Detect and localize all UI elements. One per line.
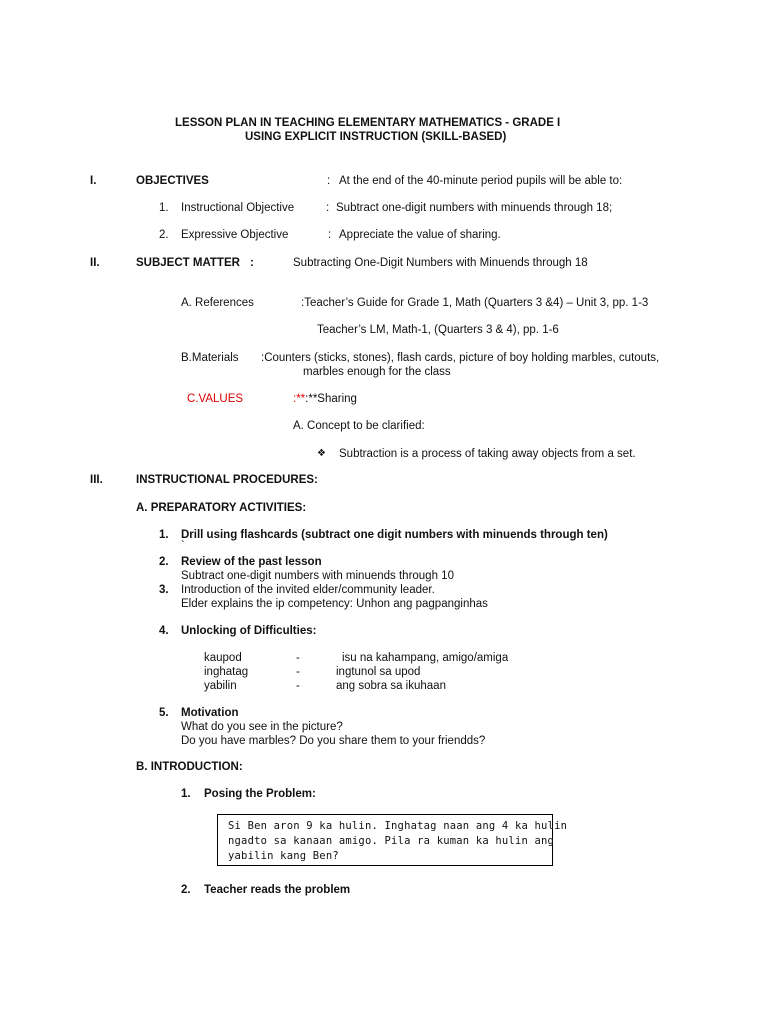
references-text: :Teacher’s Guide for Grade 1, Math (Quarters 3 &4) – Unit 3, pp. 1-3: [301, 297, 649, 309]
item-number: 4.: [159, 625, 169, 637]
objective-number: 1.: [159, 202, 169, 214]
motivation-text: Motivation: [181, 707, 239, 719]
objectives-colon: :: [327, 175, 331, 187]
objective-text: Appreciate the value of sharing.: [339, 229, 501, 241]
introduction-heading: B. INTRODUCTION:: [136, 761, 243, 773]
subject-matter-text: Subtracting One-Digit Numbers with Minuends through 18: [293, 257, 588, 269]
section-number: I.: [90, 175, 97, 187]
objective-number: 2.: [159, 229, 169, 241]
subject-matter-heading: SUBJECT MATTER: [136, 257, 240, 269]
values-text: :**Sharing: [305, 393, 357, 405]
materials-text: :Counters (sticks, stones), flash cards, picture of boy holding marbles, cutouts,: [261, 352, 660, 364]
objective-colon: :: [326, 202, 330, 214]
objective-label: Expressive Objective: [181, 229, 289, 241]
vocab-word: yabilin: [204, 680, 237, 692]
item-number: 1.: [181, 788, 191, 800]
references-label: A. References: [181, 297, 254, 309]
vocab-meaning: ang sobra sa ikuhaan: [336, 680, 446, 692]
materials-text: marbles enough for the class: [303, 366, 451, 378]
section-number: III.: [90, 474, 103, 486]
bullet-icon: ❖: [317, 448, 326, 459]
tick-mark: `: [181, 540, 185, 552]
drill-text: Drill using flashcards (subtract one digit numbers with minuends through ten): [181, 529, 608, 541]
objective-label: Instructional Objective: [181, 202, 295, 214]
problem-line: Si Ben aron 9 ka hulin. Inghatag naan ang 4 ka hulin: [228, 820, 568, 832]
vocab-word: kaupod: [204, 652, 242, 664]
title-line-1: LESSON PLAN IN TEACHING ELEMENTARY MATHEMATICS - GRADE I: [175, 117, 561, 129]
objective-text: Subtract one-digit numbers with minuends through 18;: [336, 202, 613, 214]
intro-sub: Elder explains the ip competency: Unhon ang pagpanginhas: [181, 598, 488, 610]
problem-box: [217, 814, 568, 866]
problem-line: ngadto sa kanaan amigo. Pila ra kuman ka hulin ang: [228, 835, 555, 847]
intro-text: Introduction of the invited elder/community leader.: [181, 584, 435, 596]
vocab-dash: -: [296, 652, 300, 664]
title-line-2: USING EXPLICIT INSTRUCTION (SKILL-BASED): [245, 131, 507, 143]
item-number: 5.: [159, 707, 169, 719]
vocab-meaning: isu na kahampang, amigo/amiga: [342, 652, 509, 664]
unlocking-text: Unlocking of Difficulties:: [181, 625, 317, 637]
teacher-reads-text: Teacher reads the problem: [204, 884, 351, 896]
review-text: Review of the past lesson: [181, 556, 322, 568]
vocab-dash: -: [296, 666, 300, 678]
vocab-meaning: ingtunol sa upod: [336, 666, 421, 678]
procedures-heading: INSTRUCTIONAL PROCEDURES:: [136, 474, 318, 486]
objectives-text: At the end of the 40-minute period pupils will be able to:: [339, 175, 623, 187]
concept-text: Subtraction is a process of taking away objects from a set.: [339, 448, 636, 460]
section-number: II.: [90, 257, 100, 269]
item-number: 2.: [159, 556, 169, 568]
problem-line: yabilin kang Ben?: [228, 850, 339, 862]
values-text: :**:**Sharing: [293, 393, 357, 405]
item-number: 2.: [181, 884, 191, 896]
motivation-question: What do you see in the picture?: [181, 721, 343, 733]
subject-matter-colon: :: [250, 257, 254, 269]
posing-text: Posing the Problem:: [204, 788, 316, 800]
motivation-question: Do you have marbles? Do you share them to your friendds?: [181, 735, 486, 747]
references-text: Teacher’s LM, Math-1, (Quarters 3 & 4), pp. 1-6: [317, 324, 559, 336]
objectives-heading: OBJECTIVES: [136, 175, 209, 187]
concept-label: A. Concept to be clarified:: [293, 420, 425, 432]
review-sub: Subtract one-digit numbers with minuends through 10: [181, 570, 454, 582]
materials-label: B.Materials: [181, 352, 239, 364]
item-number: 3.: [159, 584, 169, 596]
vocab-word: inghatag: [204, 666, 249, 678]
vocab-dash: -: [296, 680, 300, 692]
item-number: 1.: [159, 529, 169, 541]
preparatory-heading: A. PREPARATORY ACTIVITIES:: [136, 502, 307, 514]
objective-colon: :: [328, 229, 332, 241]
values-label: C.VALUES: [187, 393, 244, 405]
